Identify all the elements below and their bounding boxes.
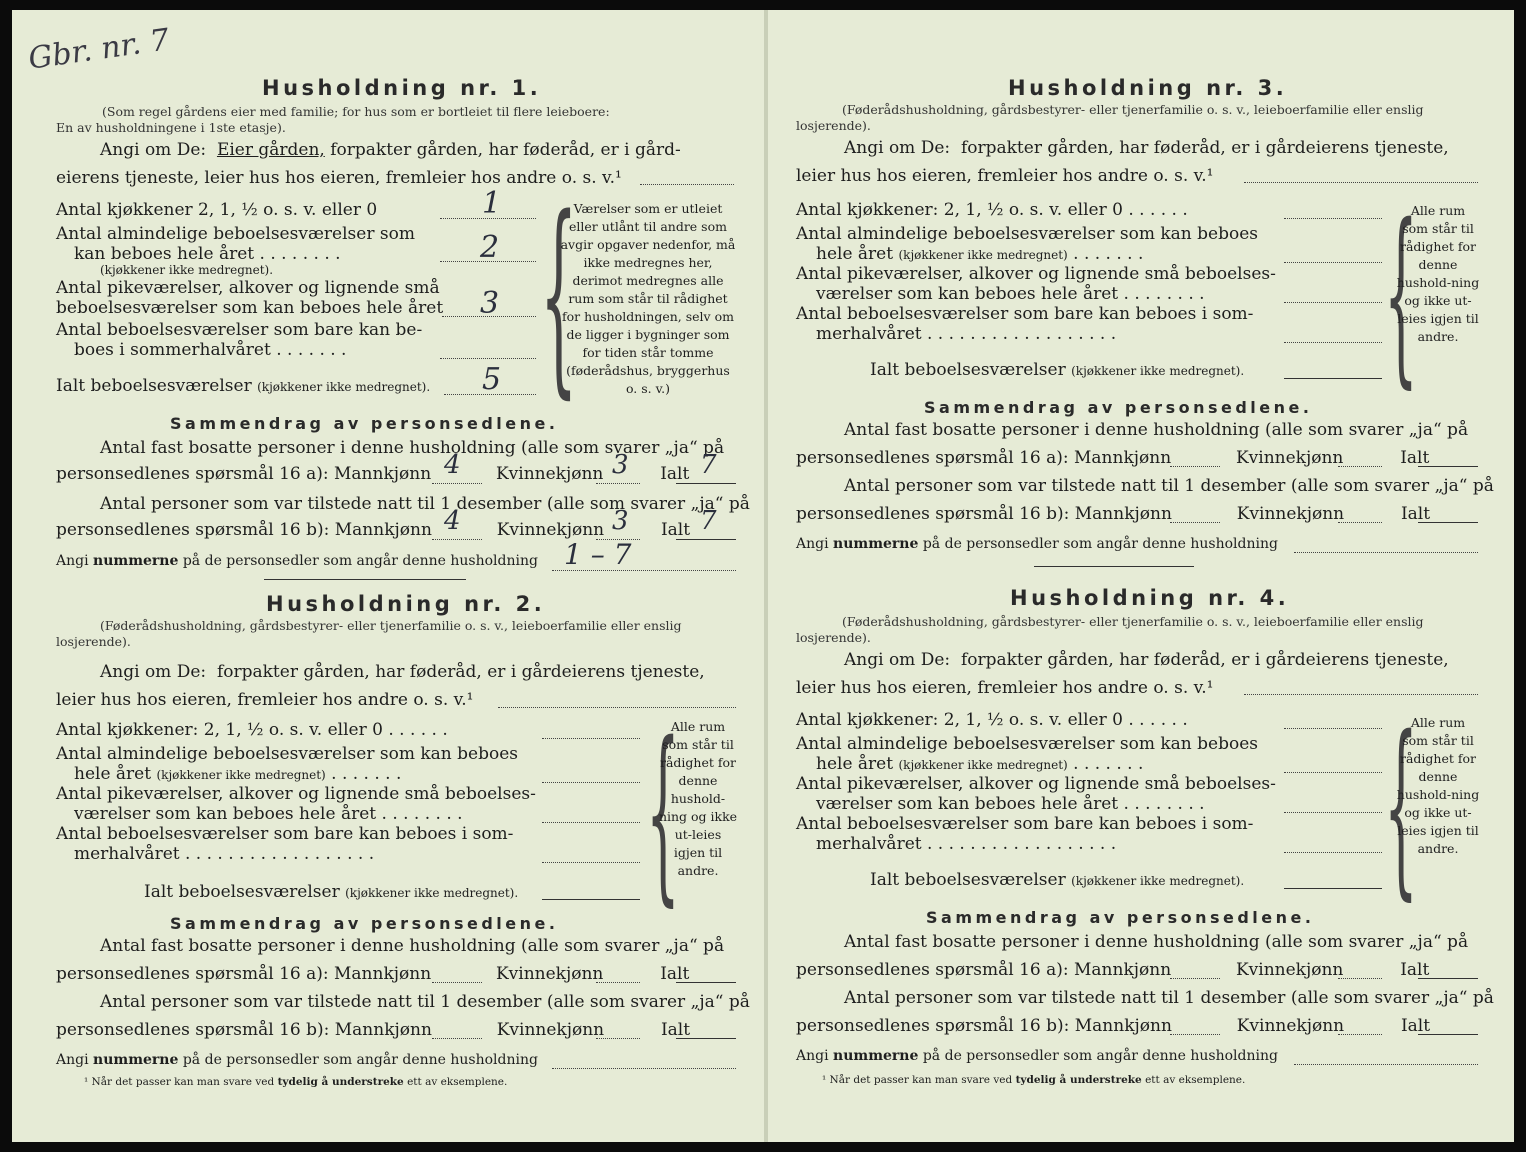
- household1-present-prefix: personsedlenes spørsmål 16 b): Mannkjønn: [56, 520, 432, 540]
- household4-sub-note: (Føderådshusholdning, gårdsbestyrer- eller tjenerfamilie o. s. v., leieboerfamilie eller enslig losjerende).: [796, 614, 1424, 645]
- household1-ask-line2: eierens tjeneste, leier hus hos eieren, fremleier hos andre o. s. v.¹: [56, 168, 622, 188]
- household1-present-total-label: Ialt: [660, 520, 691, 540]
- household4-title: Husholdning nr. 4.: [1010, 586, 1290, 610]
- household3-summer-line2: merhalvåret . . . . . . . . . . . . . . . . . .: [816, 324, 1117, 344]
- household2-total-label: [144, 882, 518, 902]
- household3-resident-line2: [796, 448, 1429, 468]
- household2-rooms-note: (kjøkkener ikke medregnet): [156, 768, 326, 782]
- household4-maid-line1: Antal pikeværelser, alkover og lignende små beboelses-: [796, 774, 1276, 794]
- household2-ask-main: forpakter gården, har føderåd, er i gårdeierens tjeneste,: [216, 662, 705, 682]
- household4-numbers-prefix: Angi: [796, 1048, 829, 1064]
- household2-maid-line2: værelser som kan beboes hele året . . . . . . . .: [74, 804, 463, 824]
- household1-ask-prefix: Angi om De:: [100, 140, 207, 160]
- household4-kitchens-text: Antal kjøkkener: 2, 1, ½ o. s. v. eller 0: [796, 710, 1123, 730]
- household4-present-total-label: Ialt: [1400, 1016, 1431, 1036]
- household4-numbers-bold: nummerne: [833, 1048, 919, 1064]
- household4-numbers-suffix: på de personsedler som angår denne husholdning: [922, 1048, 1278, 1064]
- household1-ask-underlined: Eier gården,: [216, 140, 325, 160]
- household1-summary-heading: Sammendrag av personsedlene.: [170, 414, 559, 433]
- household1-maid-value: 3: [480, 286, 500, 321]
- household4-total-label-text: Ialt beboelsesværelser: [870, 870, 1066, 890]
- household4-resident-prefix: personsedlenes spørsmål 16 a): Mannkjønn: [796, 960, 1172, 980]
- household4-maid-line2-text: værelser som kan beboes hele året: [816, 794, 1119, 814]
- household3-kitchens-label: Antal kjøkkener: 2, 1, ½ o. s. v. eller 0 . . . . . .: [796, 200, 1188, 220]
- household4-ask-line1: [844, 650, 1449, 670]
- household4-rooms-note: (kjøkkener ikke medregnet): [898, 758, 1068, 772]
- household2-resident-total-label: Ialt: [660, 964, 690, 984]
- household3-side-note: Alle rum som står til rådighet for denne hushold-ning og ikke ut-leies igjen til andre.: [1396, 203, 1480, 344]
- household2-present-total-label: Ialt: [660, 1020, 691, 1040]
- household3-present-line2: [796, 504, 1430, 524]
- household4-ask-prefix: Angi om De:: [844, 650, 951, 670]
- household4-rooms-line2: hele året (kjøkkener ikke medregnet) . . . . . . .: [816, 754, 1144, 774]
- household3-total-label-text: Ialt beboelsesværelser: [870, 360, 1066, 380]
- household1-resident-male: 4: [444, 450, 461, 480]
- household4-resident-female-label: Kvinnekjønn: [1235, 960, 1344, 980]
- household3-numbers-suffix: på de personsedler som angår denne husholdning: [922, 536, 1278, 552]
- household1-ask-line1: [100, 140, 681, 160]
- household2-brace: {: [646, 702, 680, 923]
- household1-rooms-line2: kan beboes hele året . . . . . . . .: [74, 244, 341, 264]
- household4-summer-line2: merhalvåret . . . . . . . . . . . . . . . . . .: [816, 834, 1117, 854]
- household2-resident-line2: [56, 964, 689, 984]
- household1-brace: {: [540, 172, 578, 417]
- household1-rooms-note: (kjøkkener ikke medregnet).: [100, 263, 274, 277]
- household2-ask-prefix: Angi om De:: [100, 662, 207, 682]
- left-footnote: [84, 1076, 507, 1088]
- household3-resident-female-label: Kvinnekjønn: [1235, 448, 1344, 468]
- household1-total-label: [56, 376, 430, 396]
- household2-kitchens-text: Antal kjøkkener: 2, 1, ½ o. s. v. eller 0: [56, 720, 383, 740]
- household2-kitchens-label: Antal kjøkkener: 2, 1, ½ o. s. v. eller 0 . . . . . .: [56, 720, 448, 740]
- household3-numbers-bold: nummerne: [833, 536, 919, 552]
- right-footnote-suffix: ett av eksemplene.: [1145, 1074, 1246, 1086]
- left-footnote-prefix: ¹ Når det passer kan man svare ved: [84, 1076, 275, 1088]
- household1-note-line1: (Som regel gårdens eier med familie; for hus som er bortleiet til flere leieboere:: [102, 104, 610, 119]
- household1-rooms-line2-text: kan beboes hele året: [74, 244, 255, 264]
- household1-note-line2: En av husholdningene i 1ste etasje).: [56, 120, 286, 135]
- household1-resident-total: 7: [700, 450, 717, 480]
- household4-brace: {: [1384, 696, 1418, 917]
- household4-side-note: Alle rum som står til rådighet for denne hushold-ning og ikke ut-leies igjen til andre.: [1396, 715, 1480, 856]
- household3-summer-line2-text: merhalvåret: [816, 324, 922, 344]
- household2-total-label-text: Ialt beboelsesværelser: [144, 882, 340, 902]
- household1-kitchens-label: Antal kjøkkener 2, 1, ½ o. s. v. eller 0: [56, 200, 378, 220]
- left-page: [12, 10, 766, 1142]
- household1-summer-line2: boes i sommerhalvåret . . . . . . .: [74, 340, 347, 360]
- household1-rooms-value: 2: [480, 230, 500, 265]
- left-footnote-bold: tydelig å understreke: [277, 1076, 404, 1088]
- household4-ask-line2: leier hus hos eieren, fremleier hos andre o. s. v.¹: [796, 678, 1214, 698]
- household3-present-prefix: personsedlenes spørsmål 16 b): Mannkjønn: [796, 504, 1172, 524]
- household2-present-prefix: personsedlenes spørsmål 16 b): Mannkjønn: [56, 1020, 432, 1040]
- household3-total-label: [870, 360, 1244, 380]
- right-page: [768, 10, 1514, 1142]
- household3-kitchens-text: Antal kjøkkener: 2, 1, ½ o. s. v. eller 0: [796, 200, 1123, 220]
- household1-numbers-suffix: på de personsedler som angår denne husholdning: [182, 553, 538, 569]
- household3-rooms-note: (kjøkkener ikke medregnet): [898, 248, 1068, 262]
- household4-summer-line1: Antal beboelsesværelser som bare kan beboes i som-: [796, 814, 1254, 834]
- household2-ask-line2: leier hus hos eieren, fremleier hos andre o. s. v.¹: [56, 690, 474, 710]
- household1-summer-line2-text: boes i sommerhalvåret: [74, 340, 271, 360]
- household4-present-prefix: personsedlenes spørsmål 16 b): Mannkjønn: [796, 1016, 1172, 1036]
- household1-resident-total-label: Ialt: [660, 464, 690, 484]
- household3-maid-line2-text: værelser som kan beboes hele året: [816, 284, 1119, 304]
- household2-summer-line2-text: merhalvåret: [74, 844, 180, 864]
- household1-maid-line2: beboelsesværelser som kan beboes hele året: [56, 298, 444, 318]
- household4-maid-line2: værelser som kan beboes hele året . . . . . . . .: [816, 794, 1205, 814]
- right-footnote-prefix: ¹ Når det passer kan man svare ved: [822, 1074, 1013, 1086]
- household1-total-value: 5: [482, 362, 502, 397]
- household1-maid-line1: Antal pikeværelser, alkover og lignende små: [56, 278, 440, 298]
- household1-numbers-prefix: Angi: [56, 553, 89, 569]
- household2-rooms-line2-text: hele året: [74, 764, 152, 784]
- household3-resident-line1: Antal fast bosatte personer i denne husholdning (alle som svarer „ja“ på: [844, 420, 1469, 440]
- household2-resident-prefix: personsedlenes spørsmål 16 a): Mannkjønn: [56, 964, 432, 984]
- household1-resident-prefix: personsedlenes spørsmål 16 a): Mannkjønn: [56, 464, 432, 484]
- right-footnote-bold: tydelig å understreke: [1015, 1074, 1142, 1086]
- household4-resident-line1: Antal fast bosatte personer i denne husholdning (alle som svarer „ja“ på: [844, 932, 1469, 952]
- household1-present-male: 4: [444, 506, 461, 536]
- household3-ask-prefix: Angi om De:: [844, 138, 951, 158]
- household4-total-note: (kjøkkener ikke medregnet).: [1071, 874, 1245, 888]
- household2-maid-line2-text: værelser som kan beboes hele året: [74, 804, 377, 824]
- household3-ask-line1: [844, 138, 1449, 158]
- household4-ask-main: forpakter gården, har føderåd, er i gårdeierens tjeneste,: [960, 650, 1449, 670]
- household1-title: Husholdning nr. 1.: [262, 76, 542, 100]
- household2-maid-line1: Antal pikeværelser, alkover og lignende små beboelses-: [56, 784, 536, 804]
- household2-ask-line1: [100, 662, 705, 682]
- household1-resident-line1: Antal fast bosatte personer i denne husholdning (alle som svarer „ja“ på: [100, 438, 725, 458]
- household1-present-female-label: Kvinnekjønn: [496, 520, 605, 540]
- household1-numbers-value: 1 – 7: [564, 538, 632, 571]
- household4-resident-total-label: Ialt: [1400, 960, 1430, 980]
- left-footnote-suffix: ett av eksemplene.: [407, 1076, 508, 1088]
- household4-total-label: [870, 870, 1244, 890]
- household1-summer-line1: Antal beboelsesværelser som bare kan be-: [56, 320, 423, 340]
- household3-numbers-prefix: Angi: [796, 536, 829, 552]
- household3-resident-total-label: Ialt: [1400, 448, 1430, 468]
- household4-numbers-line: [796, 1048, 1278, 1064]
- household3-rooms-line2-text: hele året: [816, 244, 894, 264]
- household4-rooms-line2-text: hele året: [816, 754, 894, 774]
- household2-summary-heading: Sammendrag av personsedlene.: [170, 914, 559, 933]
- household1-present-total: 7: [700, 506, 717, 536]
- household3-rooms-line2: hele året (kjøkkener ikke medregnet) . . . . . . .: [816, 244, 1144, 264]
- household1-total-note: (kjøkkener ikke medregnet).: [257, 380, 431, 394]
- household1-kitchens-value: 1: [482, 186, 502, 221]
- household2-total-note: (kjøkkener ikke medregnet).: [345, 886, 519, 900]
- household2-present-female-label: Kvinnekjønn: [496, 1020, 605, 1040]
- household2-resident-line1: Antal fast bosatte personer i denne husholdning (alle som svarer „ja“ på: [100, 936, 725, 956]
- household2-sub-note: (Føderådshusholdning, gårdsbestyrer- eller tjenerfamilie o. s. v., leieboerfamilie eller enslig losjerende).: [56, 618, 682, 649]
- household2-present-line1: Antal personer som var tilstede natt til 1 desember (alle som svarer „ja“ på: [100, 992, 750, 1012]
- household2-side-note: Alle rum som står til rådighet for denne hushold-ning og ikke ut-leies igjen til andre.: [658, 719, 738, 878]
- household4-resident-line2: [796, 960, 1429, 980]
- household4-summary-heading: Sammendrag av personsedlene.: [926, 908, 1315, 927]
- household3-maid-line2: værelser som kan beboes hele året . . . . . . . .: [816, 284, 1205, 304]
- household3-rooms-line1: Antal almindelige beboelsesværelser som kan beboes: [796, 224, 1258, 244]
- household1-numbers-line: [56, 553, 538, 569]
- household3-total-note: (kjøkkener ikke medregnet).: [1071, 364, 1245, 378]
- household2-resident-female-label: Kvinnekjønn: [495, 964, 604, 984]
- household3-present-total-label: Ialt: [1400, 504, 1431, 524]
- household2-summer-line2: merhalvåret . . . . . . . . . . . . . . . . . .: [74, 844, 375, 864]
- right-footnote: [822, 1074, 1245, 1086]
- household1-ask-rest: forpakter gården, har føderåd, er i gård-: [330, 140, 681, 160]
- household4-present-line2: [796, 1016, 1430, 1036]
- household3-present-female-label: Kvinnekjønn: [1236, 504, 1345, 524]
- household3-summary-heading: Sammendrag av personsedlene.: [924, 398, 1313, 417]
- household1-rooms-line1: Antal almindelige beboelsesværelser som: [56, 224, 415, 244]
- household4-present-line1: Antal personer som var tilstede natt til 1 desember (alle som svarer „ja“ på: [844, 988, 1494, 1008]
- household2-numbers-suffix: på de personsedler som angår denne husholdning: [182, 1052, 538, 1068]
- household2-rooms-line1: Antal almindelige beboelsesværelser som kan beboes: [56, 744, 518, 764]
- household4-present-female-label: Kvinnekjønn: [1236, 1016, 1345, 1036]
- household2-rooms-line2: hele året (kjøkkener ikke medregnet) . . . . . . .: [74, 764, 402, 784]
- household3-sub-note: (Føderådshusholdning, gårdsbestyrer- eller tjenerfamilie o. s. v., leieboerfamilie eller enslig losjerende).: [796, 102, 1424, 133]
- household2-summer-line1: Antal beboelsesværelser som bare kan beboes i som-: [56, 824, 514, 844]
- household3-ask-line2: leier hus hos eieren, fremleier hos andre o. s. v.¹: [796, 166, 1214, 186]
- household4-summer-line2-text: merhalvåret: [816, 834, 922, 854]
- household3-maid-line1: Antal pikeværelser, alkover og lignende små beboelses-: [796, 264, 1276, 284]
- household4-kitchens-label: Antal kjøkkener: 2, 1, ½ o. s. v. eller 0 . . . . . .: [796, 710, 1188, 730]
- household1-present-line2: [56, 520, 690, 540]
- household1-numbers-bold: nummerne: [93, 553, 179, 569]
- household3-brace: {: [1384, 184, 1418, 405]
- household3-numbers-line: [796, 536, 1278, 552]
- household1-resident-female-label: Kvinnekjønn: [495, 464, 604, 484]
- household1-total-label-text: Ialt beboelsesværelser: [56, 376, 252, 396]
- household1-resident-female: 3: [612, 450, 629, 480]
- household2-numbers-line: [56, 1052, 538, 1068]
- household3-title: Husholdning nr. 3.: [1008, 76, 1288, 100]
- household1-resident-line2: [56, 464, 689, 484]
- household3-present-line1: Antal personer som var tilstede natt til 1 desember (alle som svarer „ja“ på: [844, 476, 1494, 496]
- household2-numbers-prefix: Angi: [56, 1052, 89, 1068]
- household1-present-line1: Antal personer som var tilstede natt til 1 desember (alle som svarer „ja“ på: [100, 494, 750, 514]
- household2-title: Husholdning nr. 2.: [266, 592, 546, 616]
- household1-present-female: 3: [612, 506, 629, 536]
- handwritten-scribble: Gbr. nr. 7: [26, 22, 172, 77]
- household3-resident-prefix: personsedlenes spørsmål 16 a): Mannkjønn: [796, 448, 1172, 468]
- household3-summer-line1: Antal beboelsesværelser som bare kan beboes i som-: [796, 304, 1254, 324]
- household3-ask-main: forpakter gården, har føderåd, er i gårdeierens tjeneste,: [960, 138, 1449, 158]
- household2-numbers-bold: nummerne: [93, 1052, 179, 1068]
- household2-present-line2: [56, 1020, 690, 1040]
- household4-rooms-line1: Antal almindelige beboelsesværelser som kan beboes: [796, 734, 1258, 754]
- household1-side-note: Værelser som er utleiet eller utlånt til andre som avgir opgaver nedenfor, må ikke medregnes her, derimot medregnes alle rum som står til rådighet for husholdningen, selv om de ligger i bygninger som for tiden står tomme (føderådshus, bryggerhus o. s. v.): [560, 201, 736, 396]
